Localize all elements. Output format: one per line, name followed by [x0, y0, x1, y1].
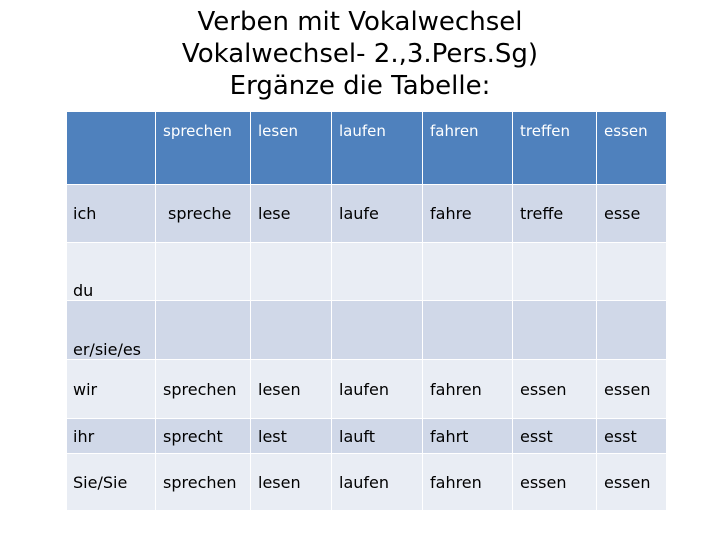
pronoun-cell: Sie/Sie — [67, 454, 156, 511]
table-cell — [423, 243, 513, 301]
slide-title — [0, 6, 720, 102]
table-cell: essen — [597, 360, 667, 419]
header-cell-lesen: lesen — [251, 112, 332, 185]
header-cell-fahren: fahren — [423, 112, 513, 185]
table-cell: sprechen — [156, 360, 251, 419]
table-cell: essen — [513, 454, 597, 511]
table-cell: lesen — [251, 454, 332, 511]
pronoun-cell: ich — [67, 185, 156, 243]
table-cell: esst — [597, 419, 667, 454]
title-line-3: Ergänze die Tabelle: — [229, 71, 491, 101]
conjugation-table — [66, 111, 667, 511]
table-cell — [156, 243, 251, 301]
header-cell-essen: essen — [597, 112, 667, 185]
table-cell — [332, 301, 423, 360]
table-cell: laufen — [332, 454, 423, 511]
table-cell: sprechen — [156, 454, 251, 511]
table-cell — [251, 301, 332, 360]
table-row-er-sie-es — [67, 301, 667, 360]
table-cell: fahren — [423, 360, 513, 419]
table-cell: esse — [597, 185, 667, 243]
table-row-sie — [67, 454, 667, 511]
header-cell-treffen: treffen — [513, 112, 597, 185]
table-cell: laufen — [332, 360, 423, 419]
pronoun-cell: er/sie/es — [67, 301, 156, 360]
table-cell: sprecht — [156, 419, 251, 454]
table-cell: essen — [597, 454, 667, 511]
table-row-du — [67, 243, 667, 301]
pronoun-cell: ihr — [67, 419, 156, 454]
table-cell — [597, 243, 667, 301]
table-cell — [251, 243, 332, 301]
table-cell: lest — [251, 419, 332, 454]
table-row-ihr — [67, 419, 667, 454]
table-cell — [332, 243, 423, 301]
table-cell — [156, 301, 251, 360]
table-cell: treffe — [513, 185, 597, 243]
table-cell — [513, 301, 597, 360]
table-cell: fahre — [423, 185, 513, 243]
title-line-1: Verben mit Vokalwechsel — [197, 7, 523, 37]
table-header-row — [67, 112, 667, 185]
header-cell-sprechen: sprechen — [156, 112, 251, 185]
table-cell: lauft — [332, 419, 423, 454]
table-cell — [597, 301, 667, 360]
table-cell: lese — [251, 185, 332, 243]
table-cell — [423, 301, 513, 360]
table-cell: fahrt — [423, 419, 513, 454]
title-line-2: Vokalwechsel- 2.,3.Pers.Sg) — [181, 39, 539, 69]
pronoun-cell: du — [67, 243, 156, 301]
table-row-ich — [67, 185, 667, 243]
table-cell: lesen — [251, 360, 332, 419]
pronoun-cell: wir — [67, 360, 156, 419]
table-row-wir — [67, 360, 667, 419]
table-cell — [513, 243, 597, 301]
table-cell: esst — [513, 419, 597, 454]
table-cell: essen — [513, 360, 597, 419]
table-cell: spreche — [156, 185, 251, 243]
header-cell-laufen: laufen — [332, 112, 423, 185]
table-cell: fahren — [423, 454, 513, 511]
table-cell: laufe — [332, 185, 423, 243]
header-cell-empty — [67, 112, 156, 185]
